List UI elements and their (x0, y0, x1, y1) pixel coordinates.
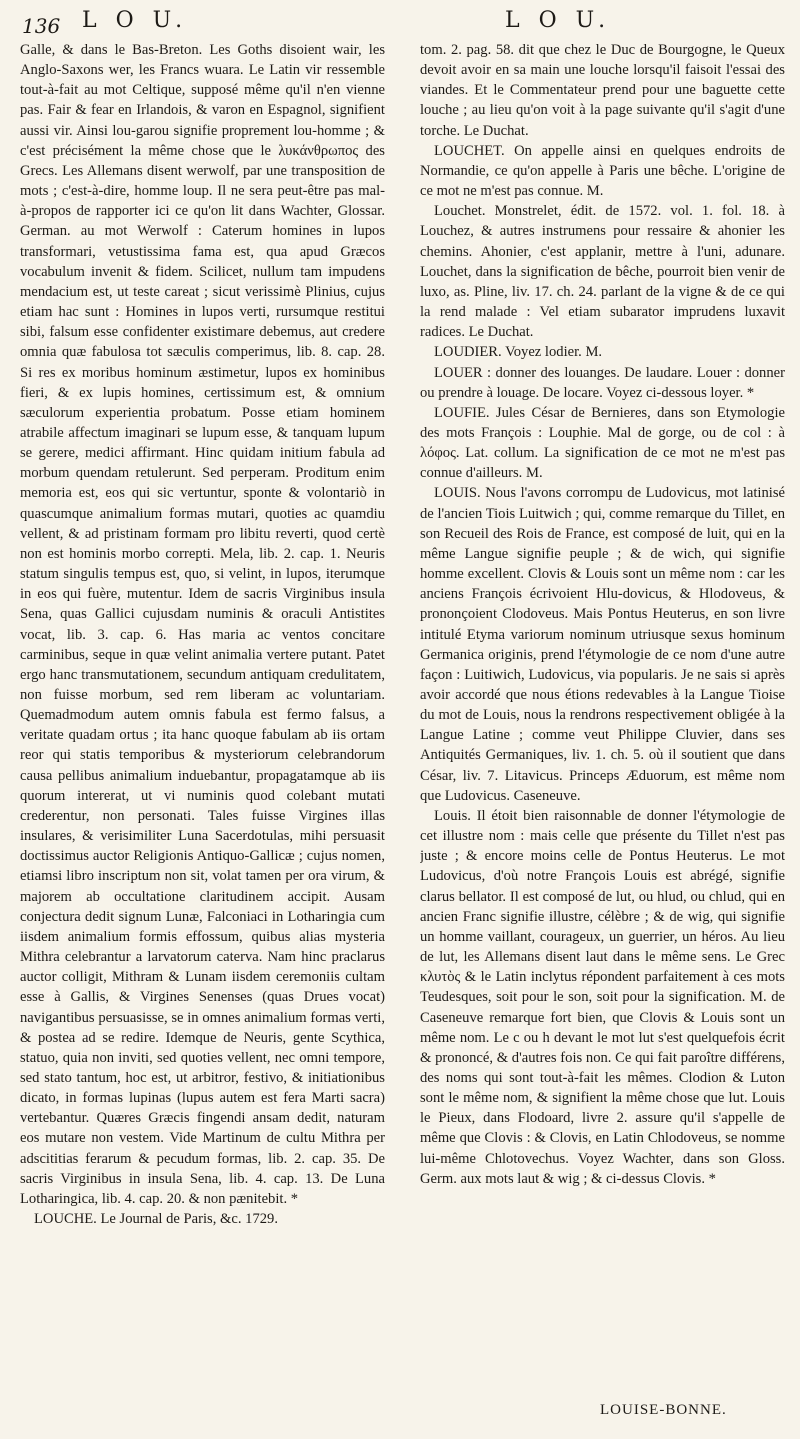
running-head-left: L O U. (82, 8, 189, 33)
entry-paragraph: Louis. Il étoit bien raisonnable de donner l'étymologie de cet illustre nom : mais celle que présente du Tillet n'est pas juste ; & encore moins celle de Pontus Heuterus. Le mot Ludovicus, d'où notre François Louis est abrégé, signifie clarus bellator. Il est composé de lut, ou hlud, ou chlud, qui en ancien Franc signifie illustre, célèbre ; & de wig, qui signifie un homme vaillant, courageux, un guerrier, un héros. Au lieu de lut, les Allemans disent laut dans le même sens. Le Grec κλυτὸς & le Latin inclytus répondent parfaitement à ces mots Teudesques, soit pour le son, soit pour la signification. M. de Caseneuve remarque fort bien, que Clovis & Louis sont un même nom. Le c ou h devant le mot lut s'est quelquefois écrit & prononcé, & d'autres fois non. Ce qui fait paroître différens, des noms qui sont tout-à-fait les mêmes. Clodion & Luton sont le même nom, & signifient la même chose que lut. Louis le Pieux, dans Flodoard, livre 2. assure qu'il s'appelle de même que Clovis : & Clovis, en Latin Chlodoveus, se nomme lui-même Chlotovechus. Voyez Wachter, dans son Gloss. Germ. aux mots laut & wig ; & ci-dessus Clovis. * (420, 807, 785, 1187)
page-number: 136 (22, 14, 61, 38)
left-column (20, 40, 385, 1430)
entry-paragraph: LOUIS. Nous l'avons corrompu de Ludovicus, mot latinisé de l'ancien Tiois Luitwich ; qui, comme remarque du Tillet, en son Recueil des Rois de France, est composé de luit, qui en la même Langue signifie peuple ; & de wich, qui signifie homme excellent. Clovis & Louis sont un même nom : car les anciens François écrivoient Hlu-dovicus, & Hlodoveus, & prononçoient Clodoveus. Mais Pontus Heuterus, en son livre intitulé Etyma variorum nominum utriusque sexus hominum Germanica originis, prend l'étymologie de ce nom d'une autre façon : Luitiwich, Ludovicus, via popularis. Je ne sais si après avoir accordé que nous étions redevables à la Langue Tioise du mot de Louis, nous la rendrons respectivement obligée à la Langue Latine ; comme veut Philippe Cluvier, dans ses Antiquités Germaniques, liv. 1. ch. 5. où il soutient que dans César, liv. 7. Litavicus. Princeps Æduorum, est même nom que Ludovicus. Caseneuve. (420, 485, 785, 804)
entry-paragraph: tom. 2. pag. 58. dit que chez le Duc de Bourgogne, le Queux devoit avoir en sa main une louche lorsqu'il faisoit l'essai des viandes. Et le Commentateur prend pour une baguette cette louche ; au lieu qu'on voit à la page suivante qu'il s'agit d'une torche. Le Duchat. (420, 42, 785, 139)
catchword: LOUISE-BONNE. (600, 1402, 727, 1418)
page-header (0, 8, 800, 38)
entry-paragraph: LOUCHE. Le Journal de Paris, &c. 1729. (34, 1211, 278, 1228)
entry-paragraph: LOUCHET. On appelle ainsi en quelques endroits de Normandie, ce qu'on appelle à Paris une bêche. L'origine de ce mot ne m'est pas connue. M. (420, 142, 785, 200)
entry-paragraph: LOUFIE. Jules César de Bernieres, dans son Etymologie des mots François : Louphie. Mal de gorge, ou de col : à λόφος. Lat. collum. La signification de ce mot ne m'est pas connue d'ailleurs. M. (420, 404, 785, 482)
entry-paragraph: LOUDIER. Voyez lodier. M. (434, 344, 603, 361)
running-head-right: L O U. (505, 8, 612, 33)
entry-paragraph: Louchet. Monstrelet, édit. de 1572. vol. 1. fol. 18. à Louchez, & autres instrumens pour ressaire & ahonier les chemins. Ahonier, c'est applanir, mettre à l'uni, adunare. Louchet, dans la signification de bêche, pourroit bien venir de luxo, as. Pline, liv. 17. ch. 24. parlant de la vigne & de ce qui la rend malade : Vel etiam subarator imprudens luxavit radices. Le Duchat. (420, 203, 785, 341)
right-column (420, 40, 785, 1430)
entry-paragraph: LOUER : donner des louanges. De laudare. Louer : donner ou prendre à louage. De locare. Voyez ci-dessous loyer. * (420, 364, 785, 401)
entry-paragraph: Galle, & dans le Bas-Breton. Les Goths disoient wair, les Anglo-Saxons wer, les Francs wuara. Le Latin vir ressemble tout-à-fait au mot Celtique, supposé même qu'il n'en vienne pas. Fair & fear en Irlandois, & varon en Espagnol, signifient aussi vir. Ainsi lou-garou signifie proprement lou-homme ; & c'est précisément la même chose que le λυκάνθρωπος des Grecs. Les Allemans disent werwolf, par une transposition de mots ; c'est-à-dire, homme loup. Il ne sera peut-être pas mal-à-propos de rapporter ici ce qu'on lit dans Wachter, Glossar. German. au mot Werwolf : Caterum homines in lupos transformari, vetustissima fama est, qua apud Græcos vocabulum invenit & fidem. Scilicet, nullum tam impudens mendacium est, ut teste careat ; sicut verissimè Plinius, cujus etiam hac sunt : Homines in lupos verti, rursumque restitui sibi, falsum esse confidenter existimare debemus, aut credere omnia quæ fabulosa tot sæculis comperimus, lib. 8. cap. 28. Si res ex moribus hominum æstimetur, lupos ex hominibus fieri, & ex lupis homines, certissimum est, & omnium sæculorum experientia probatum. Posse etiam hominem atrabile affectum imaginari se lupum esse, & tanquam lupum se gerere, medici affirmant. Hinc quidam initium fabula ad morbum quendam retulerunt. Sed perperam. Proditum enim memoria est, eos qui sic vertuntur, sponte & volontariò in quascumque animalium formas mutari, quoties ac quamdiu vellent, & ad pristinam formam pro libitu reverti, quod certè non est hominis morbo correpti. Mela, lib. 2. cap. 1. Neuris statum singulis tempus est, quo, si velint, in lupos, iterumque in eos qui fuère, mutentur. Idem de sacris Virginibus insula Sena, quas Gallici cujusdam numinis & oraculi Antistites vocat, lib. 3. cap. 6. Has maria ac ventos concitare carminibus, seque in quæ velint animalia vertere putant. Patet ergo hanc transmutationem, secundum antiquam credulitatem, non fuisse morbum, sed rem liberam ac voluntariam. Quemadmodum autem omnis fabula est fermo falsus, a veritate quadam ortus ; ita hanc quoque fabulam ab iis ortam reor qui statis temporibus & mysteriorum celebrandorum causa pellibus animalium induebantur, propagatamque ab iis quorum intererat, ut vi numinis quod colebant mutati crederentur, non personati. Tales fuisse Virgines illas insulares, & verisimiliter Luna Sacerdotulas, mihi persuasit doctissimus auctor Religionis Antiquo-Gallicæ ; cujus nomen, etiamsi libro inscriptum non sit, volat tamen per ora virum, & majorem ab occultatione claritudinem accipit. Ausam conjectura dedit signum Lunæ, Falconiaci in Lotharingia cum iisdem animalium formis effossum, quibus alias mysteria Mithra celebrantur a larvatorum caterva. Nam hinc praclarus auctor colligit, Mithram & Lunam iisdem ceremoniis cultam esse à Gallis, & Virgines Senenses (quas Drues vocat) navigantibus persuasisse, se in omnes animalium formas verti, & postea ad se redire. Idemque de Neuris, gente Scythica, statuo, quia non inviti, sed quoties vellent, nec omni tempore, sed stato tantum, hoc est, ut arbitror, festivo, & initiationibus dicato, in formas lupinas (lupus autem est fera Marti sacra) vertebantur. Quæres Græcis fingendi ansam dedit, naturam eos mutare non vestem. Vide Martinum de cultu Mithra per adscititias ferarum & pecudum formas, lib. 2. cap. 35. De sacris Virginibus in insula Sena, lib. 4. cap. 13. De Luna Lotharingica, lib. 4. cap. 20. & non pænitebit. * (20, 42, 385, 1207)
